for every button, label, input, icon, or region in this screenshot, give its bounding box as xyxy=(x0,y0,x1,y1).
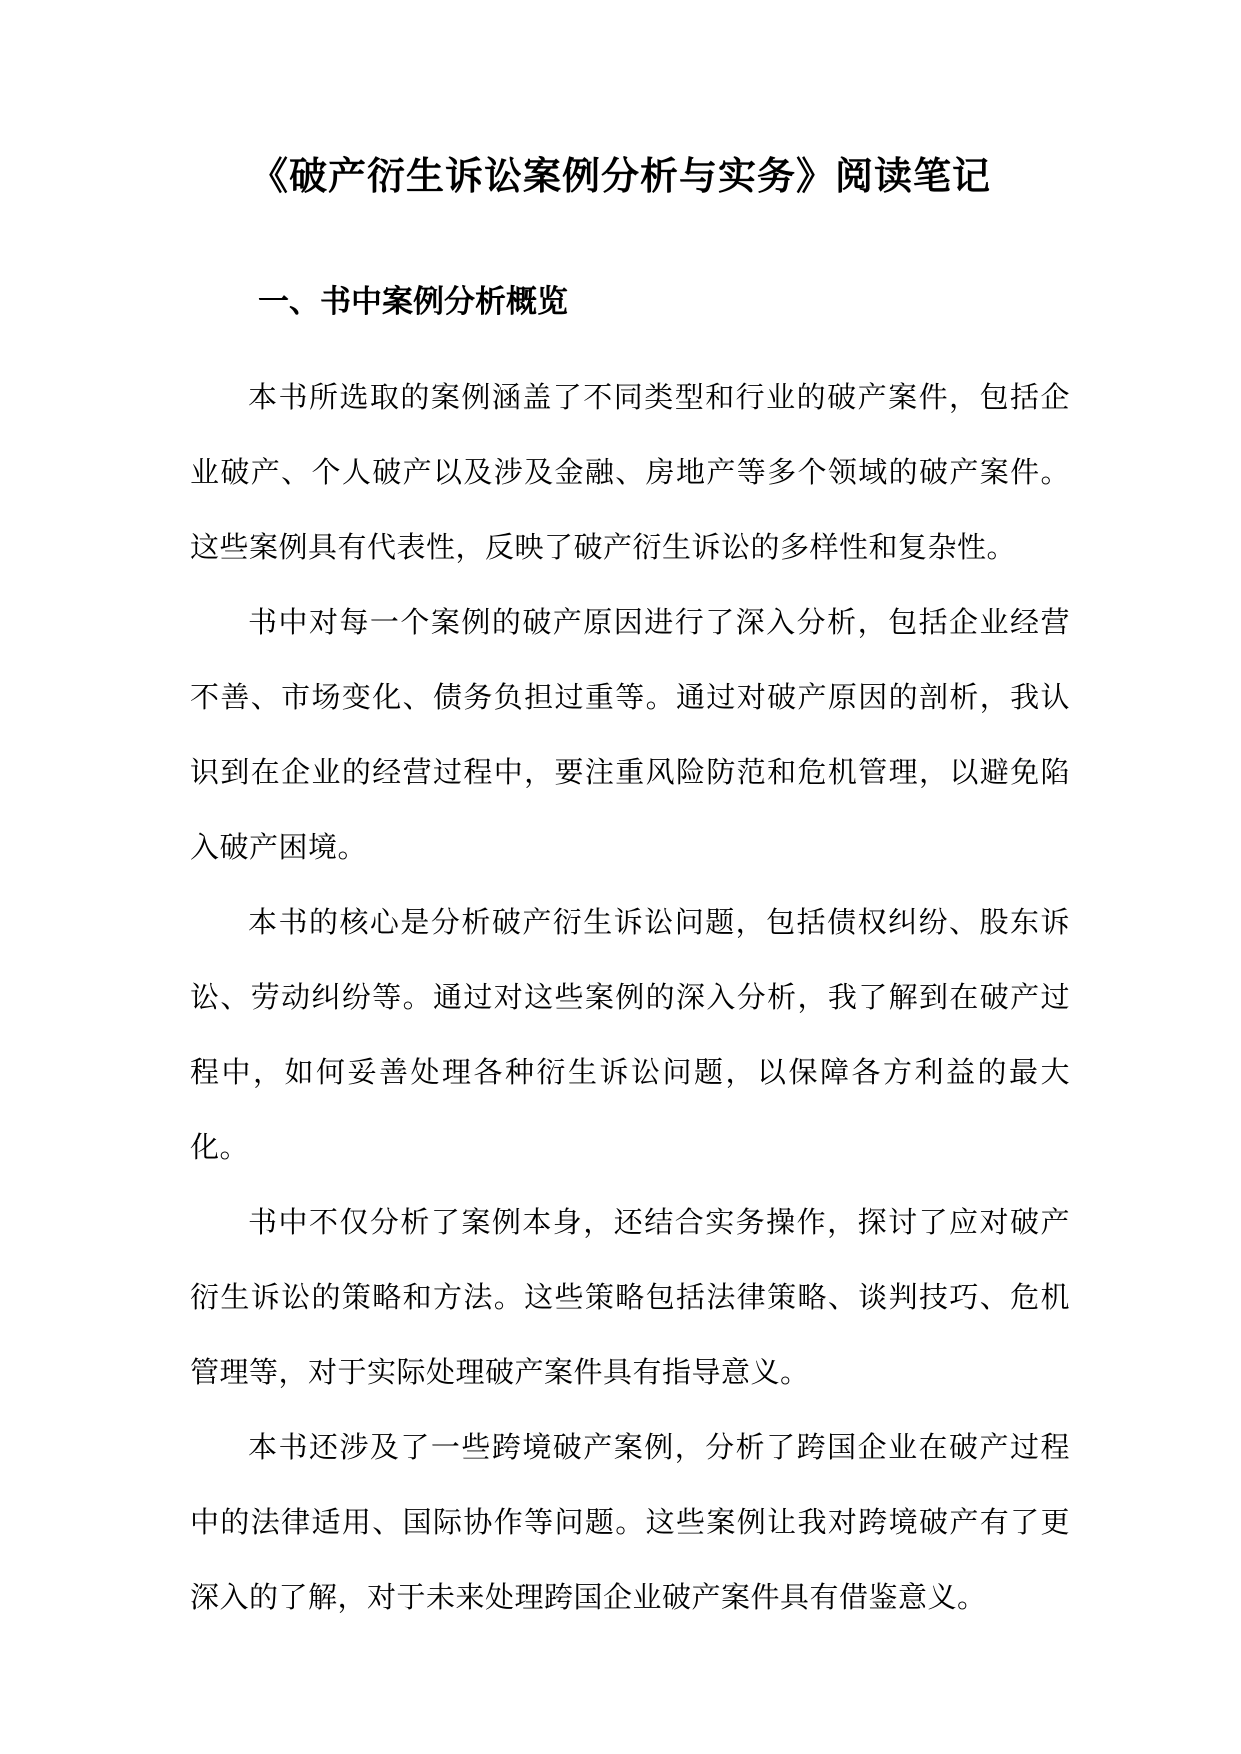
document-title: 《破产衍生诉讼案例分析与实务》阅读笔记 xyxy=(249,153,991,198)
section-body xyxy=(190,360,1070,1635)
paragraph-case-overview: 本书所选取的案例涵盖了不同类型和行业的破产案件，包括企业破产、个人破产以及涉及金融、房地产等多个领域的破产案件。这些案例具有代表性，反映了破产衍生诉讼的多样性和复杂性。 xyxy=(190,380,1070,564)
paragraph-cross-border: 本书还涉及了一些跨境破产案例，分析了跨国企业在破产过程中的法律适用、国际协作等问题。这些案例让我对跨境破产有了更深入的了解，对于未来处理跨国企业破产案件具有借鉴意义。 xyxy=(190,1430,1070,1614)
paragraph-bankruptcy-causes: 书中对每一个案例的破产原因进行了深入分析，包括企业经营不善、市场变化、债务负担过重等。通过对破产原因的剖析，我认识到在企业的经营过程中，要注重风险防范和危机管理，以避免陷入破产困境。 xyxy=(190,605,1070,864)
section-heading: 一、书中案例分析概览 xyxy=(258,284,568,320)
paragraph-derivative-litigation: 本书的核心是分析破产衍生诉讼问题，包括债权纠纷、股东诉讼、劳动纠纷等。通过对这些案例的深入分析，我了解到在破产过程中，如何妥善处理各种衍生诉讼问题，以保障各方利益的最大化。 xyxy=(190,905,1070,1164)
paragraph-strategies: 书中不仅分析了案例本身，还结合实务操作，探讨了应对破产衍生诉讼的策略和方法。这些策略包括法律策略、谈判技巧、危机管理等，对于实际处理破产案件具有指导意义。 xyxy=(190,1205,1070,1389)
